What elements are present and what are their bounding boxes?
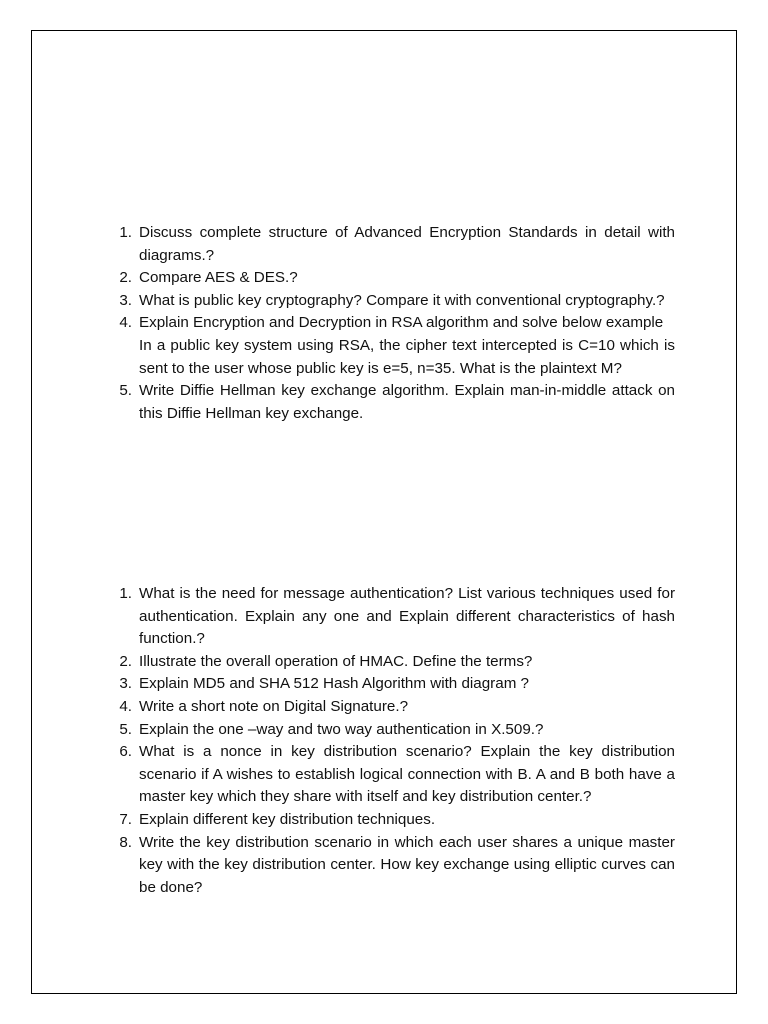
question-number: 8 . bbox=[108, 832, 132, 855]
question-text: Write the key distribution scenario in which each user shares a unique master key with the key distribution center. How key exchange using elliptic curves can be done? bbox=[139, 833, 675, 896]
question-item bbox=[108, 809, 675, 832]
question-item bbox=[108, 583, 675, 651]
question-text: Write Diffie Hellman key exchange algorithm. Explain man-in-middle attack on this Diffie Hellman key exchange. bbox=[139, 382, 675, 422]
question-item bbox=[108, 673, 675, 696]
question-number: 4 . bbox=[108, 312, 132, 335]
question-list-unit-b bbox=[108, 583, 675, 899]
question-number: 5 . bbox=[108, 719, 132, 742]
question-text: Explain MD5 and SHA 512 Hash Algorithm with diagram ? bbox=[139, 675, 530, 693]
question-number: 6 . bbox=[108, 741, 132, 764]
question-text: Illustrate the overall operation of HMAC. Define the terms? bbox=[139, 652, 533, 670]
question-number: 2 . bbox=[108, 267, 132, 290]
question-number: 4 . bbox=[108, 696, 132, 719]
question-list-unit-a bbox=[108, 222, 675, 425]
question-text: Discuss complete structure of Advanced Encryption Standards in detail with diagrams.? bbox=[139, 224, 675, 264]
question-number: 2 . bbox=[108, 651, 132, 674]
question-item bbox=[108, 696, 675, 719]
question-number: 3 . bbox=[108, 673, 132, 696]
question-item bbox=[108, 719, 675, 742]
question-example-text: In a public key system using RSA, the cipher text intercepted is C=10 which is sent to the user whose public key is e=5, n=35. What is the plaintext M? bbox=[139, 336, 675, 377]
question-item bbox=[108, 222, 675, 267]
question-text: Compare AES & DES.? bbox=[139, 269, 298, 287]
question-number: 5 . bbox=[108, 380, 132, 403]
question-text: Write a short note on Digital Signature.? bbox=[139, 697, 409, 715]
question-text: Explain the one –way and two way authentication in X.509.? bbox=[139, 720, 544, 738]
question-number: 7 . bbox=[108, 809, 132, 832]
question-item bbox=[108, 651, 675, 674]
question-text: What is the need for message authentication? List various techniques used for authentication. Explain any one and Explain different characteristics of hash function.? bbox=[139, 585, 675, 648]
question-item bbox=[108, 312, 675, 380]
question-item bbox=[108, 741, 675, 809]
question-number: 1 . bbox=[108, 583, 132, 606]
question-text: Explain Encryption and Decryption in RSA algorithm and solve below example bbox=[139, 314, 664, 332]
question-text: Explain different key distribution techniques. bbox=[139, 810, 436, 828]
question-item bbox=[108, 267, 675, 290]
question-text: What is a nonce in key distribution scenario? Explain the key distribution scenario if A wishes to establish logical connection with B. A and B both have a master key which they share with itself and key distribution center.? bbox=[139, 743, 675, 806]
question-item bbox=[108, 290, 675, 313]
question-number: 1 . bbox=[108, 222, 132, 245]
question-text: What is public key cryptography? Compare it with conventional cryptography.? bbox=[139, 291, 665, 309]
question-item bbox=[108, 832, 675, 900]
question-number: 3 . bbox=[108, 290, 132, 313]
question-item bbox=[108, 380, 675, 425]
